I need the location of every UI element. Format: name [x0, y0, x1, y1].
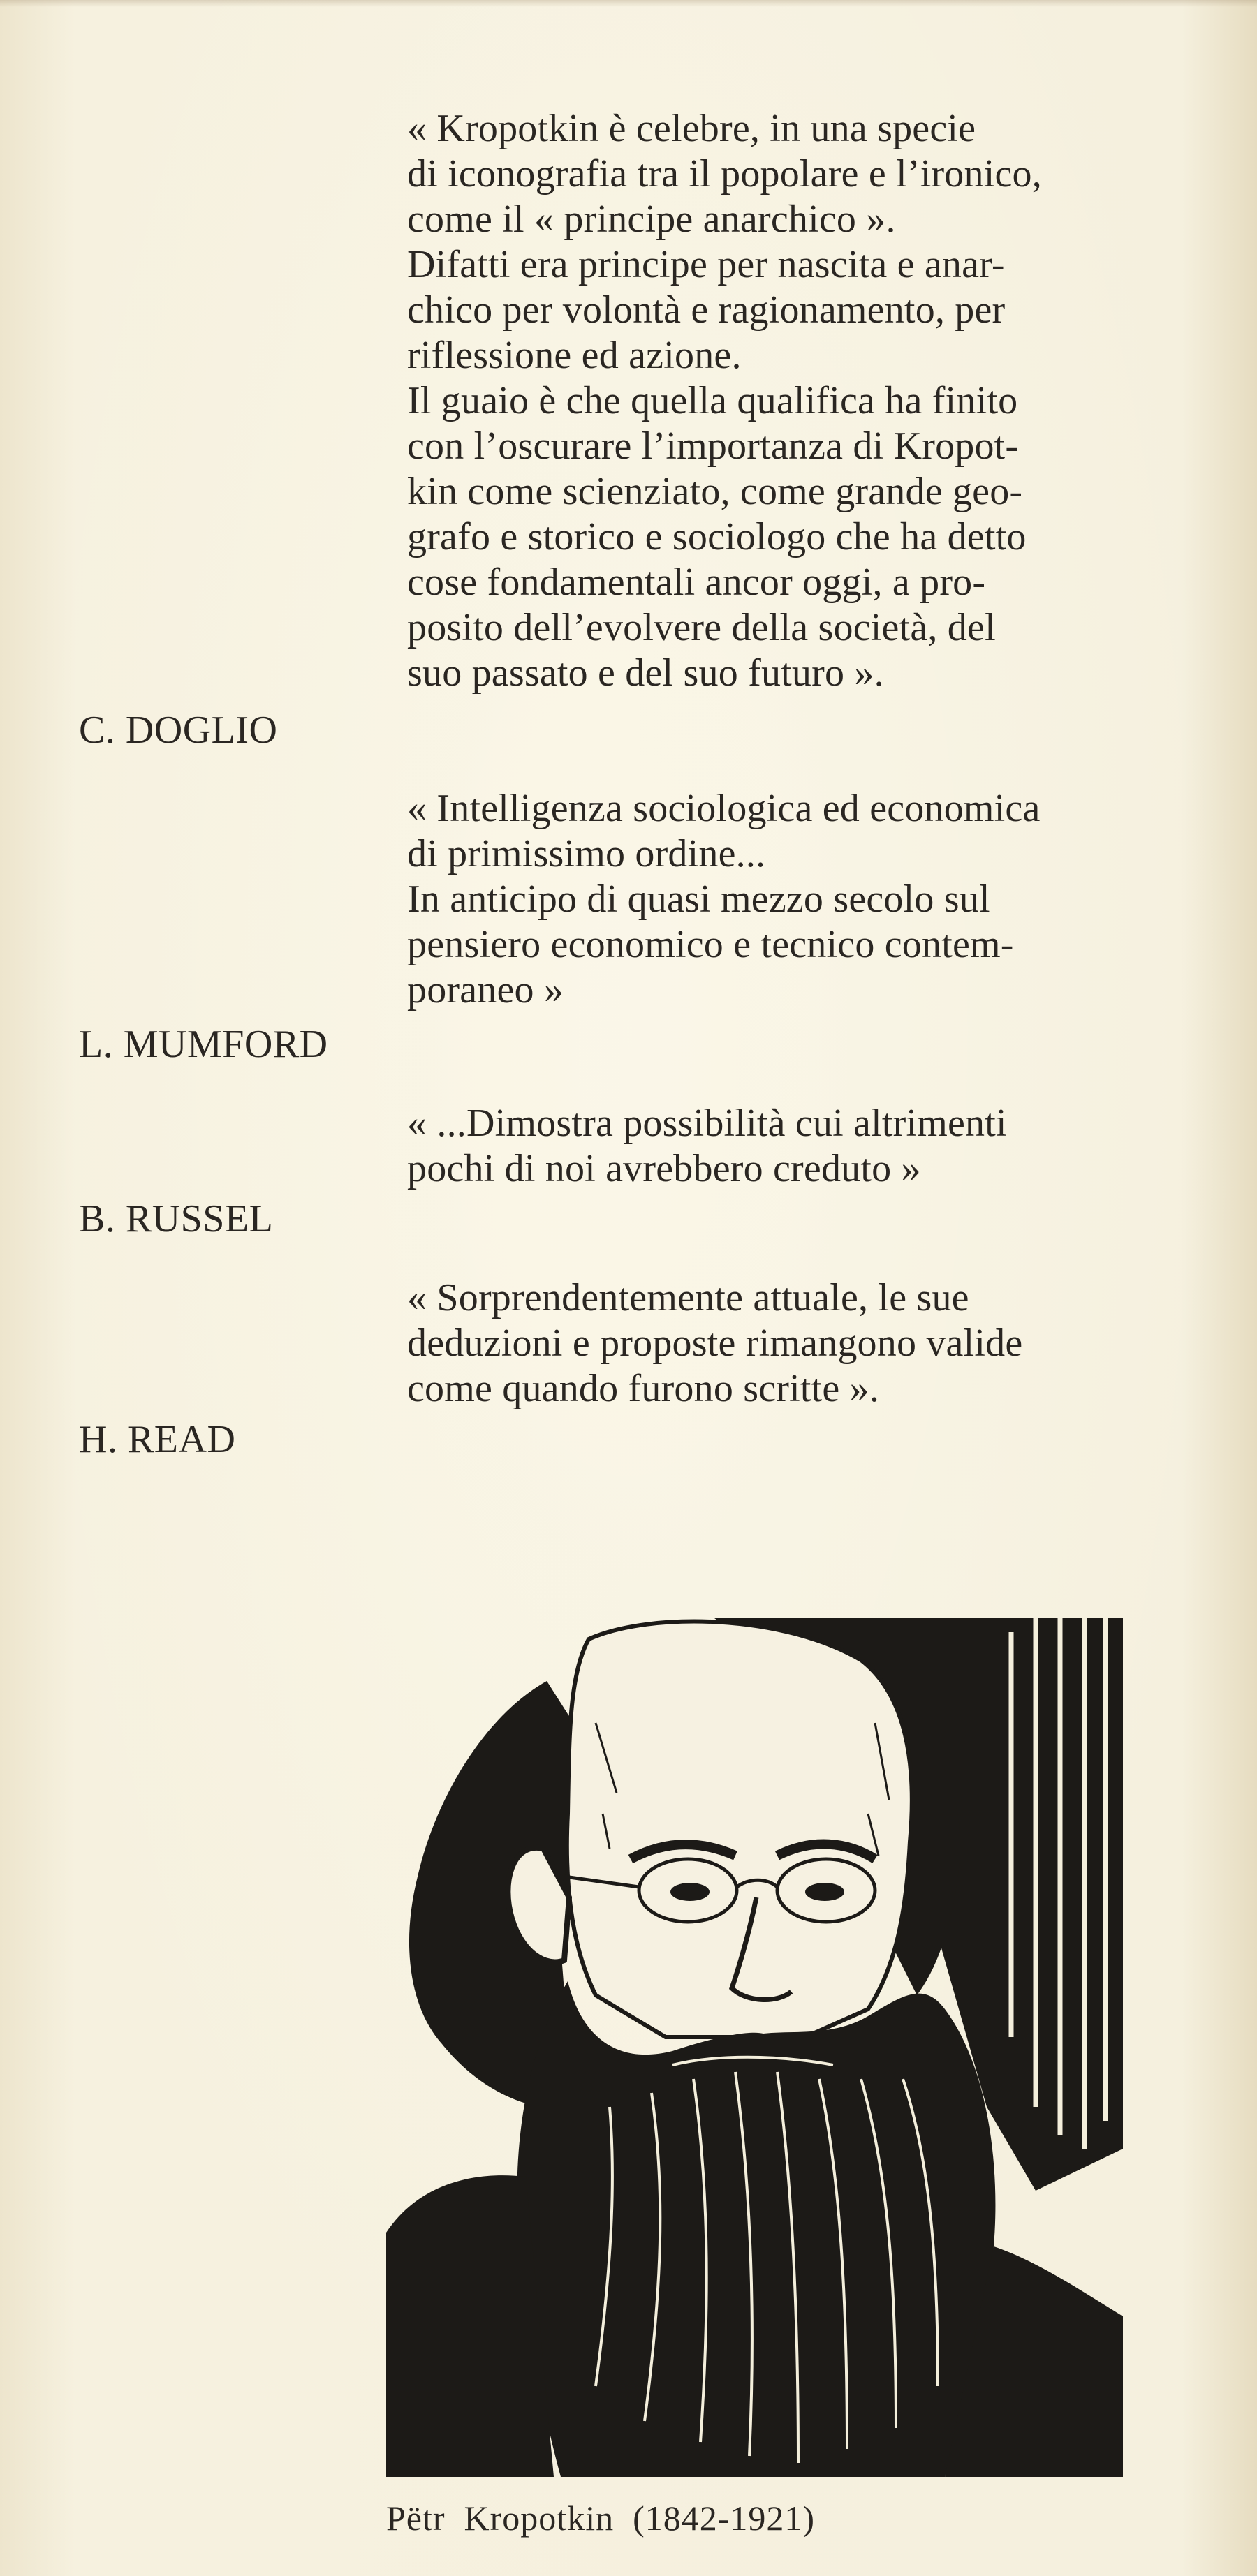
quote-line: Difatti era principe per nascita e anar-	[407, 243, 1005, 286]
quote-read	[407, 1275, 1133, 1412]
quote-line: kin come scienziato, come grande geo-	[407, 470, 1023, 513]
quote-line: chico per volontà e ragionamento, per	[407, 288, 1006, 332]
quote-doglio	[407, 106, 1133, 696]
paper-edge	[0, 0, 1257, 7]
quote-line: di primissimo ordine...	[407, 832, 766, 875]
quote-line: « Intelligenza sociologica ed economica	[407, 787, 1041, 830]
quote-line: di iconografia tra il popolare e l’ironico,	[407, 152, 1042, 195]
quote-line: grafo e storico e sociologo che ha detto	[407, 515, 1027, 558]
quote-line: « ...Dimostra possibilità cui altrimenti	[407, 1102, 1007, 1145]
quote-line: deduzioni e proposte rimangono valide	[407, 1322, 1023, 1365]
portrait-face	[567, 1622, 912, 2037]
quote-line: poraneo »	[407, 968, 564, 1012]
portrait-beard	[517, 1981, 996, 2477]
portrait-eye-left	[670, 1883, 710, 1901]
quote-line: Il guaio è che quella qualifica ha finito	[407, 379, 1018, 422]
quote-line: « Kropotkin è celebre, in una specie	[407, 107, 976, 150]
portrait-caption: Pëtr Kropotkin (1842-1921)	[386, 2499, 816, 2538]
quote-line: posito dell’evolvere della società, del	[407, 606, 996, 649]
quote-line: riflessione ed azione.	[407, 334, 742, 377]
quote-author-doglio: C. DOGLIO	[79, 709, 278, 752]
quote-line: suo passato e del suo futuro ».	[407, 651, 884, 695]
quote-line: pochi di noi avrebbero creduto »	[407, 1147, 921, 1190]
quote-author-mumford: L. MUMFORD	[79, 1023, 328, 1066]
portrait-coat-left	[386, 2175, 554, 2477]
quote-author-read: H. READ	[79, 1418, 236, 1461]
quote-russel	[407, 1101, 1133, 1192]
quote-line: pensiero economico e tecnico contem-	[407, 923, 1014, 966]
quote-line: « Sorprendentemente attuale, le sue	[407, 1276, 969, 1319]
quote-mumford	[407, 786, 1133, 1013]
quote-line: come il « principe anarchico ».	[407, 198, 896, 241]
quote-line: cose fondamentali ancor oggi, a pro-	[407, 561, 986, 604]
quote-line: come quando furono scritte ».	[407, 1367, 880, 1410]
quote-author-russel: B. RUSSEL	[79, 1197, 274, 1241]
kropotkin-portrait	[386, 1618, 1123, 2477]
quote-line: con l’oscurare l’importanza di Kropot-	[407, 424, 1019, 468]
quote-line: In anticipo di quasi mezzo secolo sul	[407, 878, 990, 921]
portrait-eye-right	[805, 1883, 844, 1901]
